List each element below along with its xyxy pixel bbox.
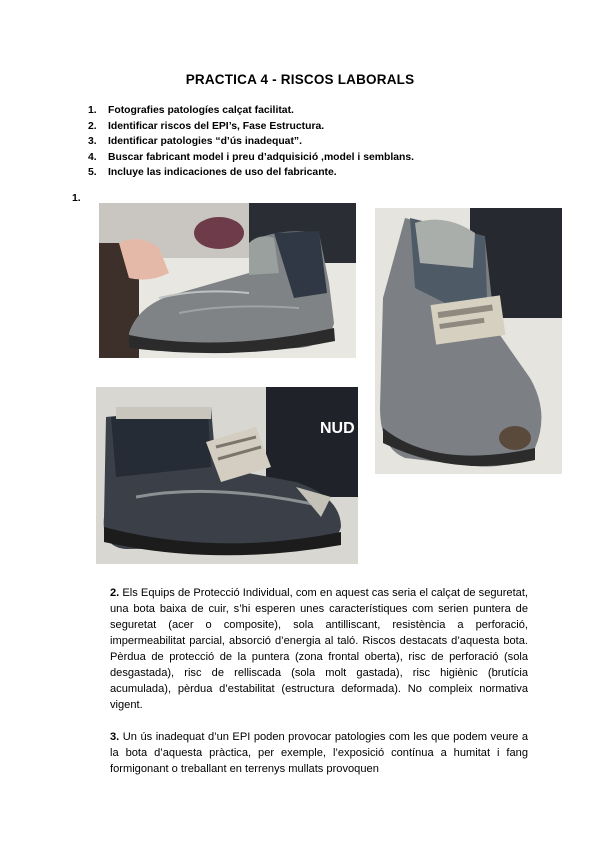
section-1-label: 1. bbox=[72, 193, 81, 204]
page-title: PRACTICA 4 - RISCOS LABORALS bbox=[185, 72, 415, 87]
paragraph-2: 2. Els Equips de Protecció Individual, com en aquest cas seria el calçat de seguretat, una bota baixa de cuir, s’hi esperen unes característiques com serien puntera de seguretat (acer o composite), sola antilliscant, resistència a perforació, impermeabilitat parcial, absorció d’energia al taló. Riscos destacats d’aquesta bota. Pèrdua de protecció de la puntera (zona frontal oberta), risc de perforació (sola desgastada), risc de relliscada (sola molt gastada), risc higiènic (brutícia acumulada), pèrdua d’estabilitat (estructura deformada). No compleix normativa vigent. bbox=[110, 587, 528, 711]
list-item: 2. Identificar riscos del EPI’s, Fase Estructura. bbox=[88, 120, 325, 132]
boot-image bbox=[99, 203, 356, 358]
paragraph-3: 3. Un ús inadequat d’un EPI poden provocar patologies com les que podem veure a la bota d’aquesta pràctica, per exemple, l’exposició contínua a humitat i fang formigonant o treballant en terrenys mullats provoquen bbox=[110, 731, 528, 775]
boot-image bbox=[96, 387, 358, 564]
boot-image bbox=[375, 208, 562, 474]
list-item: 5. Incluye las indicaciones de uso del fabricante. bbox=[88, 167, 337, 178]
list-item: 1. Fotografies patologíes calçat facilitat. bbox=[88, 105, 294, 116]
task-list bbox=[88, 103, 414, 181]
list-item: 4. Buscar fabricant model i preu d’adquisició ,model i semblans. bbox=[88, 151, 415, 163]
list-item: 3. Identificar patologies “d’ús inadequat”. bbox=[88, 136, 302, 147]
boot-photo-label bbox=[96, 387, 358, 564]
boot-photo-side bbox=[99, 203, 356, 358]
jacket-text: NUD bbox=[320, 420, 355, 437]
boot-photo-top bbox=[375, 208, 562, 474]
